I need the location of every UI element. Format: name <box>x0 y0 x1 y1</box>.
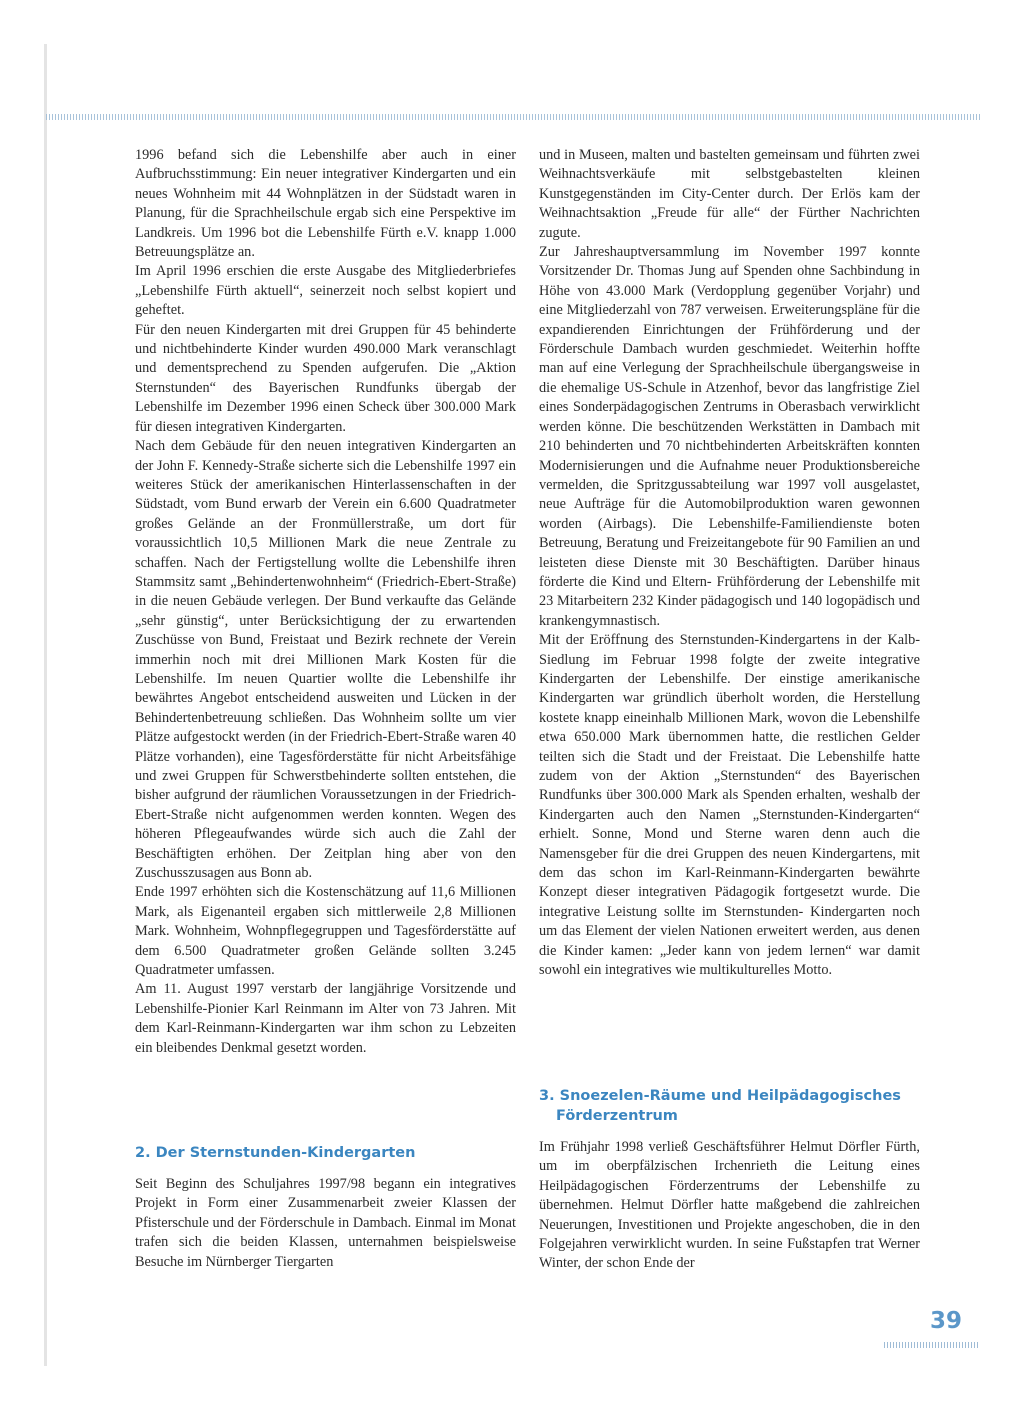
bottom-dotted-rule <box>884 1342 980 1348</box>
page-number: 39 <box>930 1308 963 1334</box>
left-margin-rule <box>44 44 47 1366</box>
section-heading-2: 2. Der Sternstunden-Kindergarten <box>135 1145 416 1161</box>
paragraph: Nach dem Gebäude für den neuen integrativen Kindergarten an der John F. Kennedy-Straße sicherte sich die Lebenshilfe 1997 ein weiteres Stück der amerikanischen Hinterlassenschaften in der Südstadt, vom Bund erwarb der Verein ein 6.600 Quadratmeter großes Gelände an der Fronmüllerstraße, um dort für voraussichtlich 10,5 Millionen Mark die neue Zentrale zu schaffen. Nach der Fertigstellung wollte die Lebenshilfe ihren Stammsitz samt „Behindertenwohnheim“ (Friedrich-Ebert-Straße) in die neuen Gebäude verlegen. Der Bund verkaufte das Gelände „sehr günstig“, unter Berücksichtigung der zu erwartenden Zuschüsse von Bund, Freistaat und Bezirk rechnete der Verein immerhin noch mit drei Millionen Mark Kosten für die Lebenshilfe. Im neuen Quartier wollte die Lebenshilfe ihr bewährtes Angebot entscheidend ausweiten und Lücken in der Behindertenbetreuung schließen. Das Wohnheim sollte um vier Plätze aufgestockt werden (in der Friedrich-Ebert-Straße waren 40 Plätze vorhanden), eine Tagesförderstätte für nicht Arbeitsfähige und zwei Gruppen für Schwerstbehinderte sollten entstehen, die bisher aufgrund der räumlichen Voraussetzungen in der Friedrich-Ebert-Straße nicht aufgenommen werden konnten. Wegen des höheren Pflegeaufwandes würde sich auch die Zahl der Beschäftigten erhöhen. Der Zeitplan hing aber von den Zuschusszusagen aus Bonn ab. <box>135 438 516 882</box>
paragraph: Ende 1997 erhöhten sich die Kostenschätzung auf 11,6 Millionen Mark, als Eigenanteil ergaben sich mittlerweile 2,8 Millionen Mark. Wohnheim, Wohnpflegegruppen und Tagesförderstätte auf dem 6.500 Quadratmeter großen Gelände sollten 3.245 Quadratmeter umfassen. <box>135 884 516 979</box>
paragraph: Zur Jahreshauptversammlung im November 1997 konnte Vorsitzender Dr. Thomas Jung auf Spenden ohne Sachbindung in Höhe von 43.000 Mark (Verdopplung gegenüber Vorjahr) und eine Mitgliederzahl von 787 verweisen. Erweiterungspläne für die expandierenden Einrichtungen der Frühförderung und der Förderschule Dambach wurden geschmiedet. Weiterhin hoffte man auf eine Verlegung der Sprachheilschule übergangsweise in die ehemalige US-Schule in Atzenhof, bevor das langfristige Ziel eines Sonderpädagogischen Zentrums in Oberasbach verwirklicht werden könne. Die beschützenden Werkstätten in Dambach mit 210 behinderten und 70 nichtbehinderten Arbeitskräften konnten Modernisierungen und die Aufnahme neuer Produktionsbereiche vermelden, die Spritzgussabteilung war 1997 voll ausgelastet, neue Aufträge für die Automobilproduktion waren gewonnen worden (Airbags). Die Lebenshilfe-Familiendienste boten Betreuung, Beratung und Freizeitangebote für 90 Familien an und leisteten diese Dienste mit 30 Beschäftigten. Darüber hinaus förderte die Kind und Eltern- Frühförderung der Lebenshilfe mit 23 Mitarbeitern 232 Kinder pädagogisch und 140 logopädisch und krankengymnastisch. <box>539 244 920 629</box>
paragraph: Im April 1996 erschien die erste Ausgabe des Mitgliederbriefes „Lebenshilfe Fürth aktuell“, seinerzeit noch selbst kopiert und geheftet. <box>135 263 516 319</box>
paragraph: und in Museen, malten und bastelten gemeinsam und führten zwei Weihnachtsverkäufe mit selbstgebastelten kleinen Kunstgegenständen im City-Center durch. Der Erlös kam der Weihnachtsaktion „Freude für alle“ der Fürther Nachrichten zugute. <box>539 147 920 241</box>
top-dotted-rule <box>46 114 980 120</box>
paragraph: 1996 befand sich die Lebenshilfe aber auch in einer Aufbruchsstimmung: Ein neuer integrativer Kindergarten und ein neues Wohnheim mit 44 Wohnplätzen in der Südstadt waren in Planung, für die Sprachheilschule ergab sich eine Perspektive im Landkreis. Um 1996 bot die Lebenshilfe Fürth e.V. knapp 1.000 Betreuungsplätze an. <box>135 147 516 261</box>
paragraph: Seit Beginn des Schuljahres 1997/98 begann ein integratives Projekt in Form einer Zusammenarbeit zweier Klassen der Pfisterschule und der Förderschule in Dambach. Einmal im Monat trafen sich die beiden Klassen, unternahmen beispielsweise Besuche im Nürnberger Tiergarten <box>135 1176 516 1270</box>
section-heading-3-line1: 3. Snoezelen-Räume und Heilpädagogisches <box>539 1088 901 1104</box>
paragraph: Im Frühjahr 1998 verließ Geschäftsführer Helmut Dörfler Fürth, um im oberpfälzischen Irchenrieth die Leitung eines Heilpädagogischen Förderzentrums der Lebenshilfe zu übernehmen. Helmut Dörfler hatte maßgebend die zahlreichen Neuerungen, Investitionen und Projekte angeschoben, die in den Folgejahren verwirklicht wurden. In seine Fußstapfen trat Werner Winter, der schon Ende der <box>539 1139 920 1272</box>
left-column-section-2 <box>135 1175 516 1272</box>
paragraph: Mit der Eröffnung des Sternstunden-Kindergartens in der Kalb-Siedlung im Februar 1998 folgte der zweite integrative Kindergarten der Lebenshilfe. Der einstige amerikanische Kindergarten war gründlich überholt worden, die Herstellung kostete knapp eineinhalb Millionen Mark, wovon die Lebenshilfe etwa 650.000 Mark übernommen hatte, die restlichen Gelder teilten sich die Stadt und der Freistaat. Die Lebenshilfe hatte zudem von der Aktion „Sternstunden“ des Bayerischen Rundfunks über 300.000 Mark als Spenden erhalten, weshalb der Kindergarten auch den Namen „Sternstunden-Kindergarten“ erhielt. Sonne, Mond und Sterne waren denn auch die Namensgeber für die drei Gruppen des neuen Kindergartens, mit dem das schon im Karl-Reinmann-Kindergarten bewährte Konzept dieser integrativen Pädagogik fortgesetzt wurde. Die integrative Leistung sollte im Sternstunden- Kindergarten noch um das Element der vielen Nationen erweitert werden, aus denen die Kinder kamen: „Jeder kann von jedem lernen“ war damit sowohl ein integratives wie multikulturelles Motto. <box>539 632 920 979</box>
section-heading-3-line2: Förderzentrum <box>556 1108 678 1124</box>
paragraph: Am 11. August 1997 verstarb der langjährige Vorsitzende und Lebenshilfe-Pionier Karl Reinmann im Alter von 73 Jahren. Mit dem Karl-Reinmann-Kindergarten war ihm schon zu Lebzeiten ein bleibendes Denkmal gesetzt worden. <box>135 981 516 1056</box>
paragraph: Für den neuen Kindergarten mit drei Gruppen für 45 behinderte und nichtbehinderte Kinder wurden 490.000 Mark veranschlagt und dementsprechend zu Spenden aufgerufen. Die „Aktion Sternstunden“ des Bayerischen Rundfunks übergab der Lebenshilfe im Dezember 1996 einen Scheck über 300.000 Mark für diesen integrativen Kindergarten. <box>135 321 516 435</box>
right-column-section-3 <box>539 1138 920 1274</box>
left-column <box>135 146 516 1058</box>
section-heading-3 <box>539 1086 929 1126</box>
right-column <box>539 146 920 980</box>
